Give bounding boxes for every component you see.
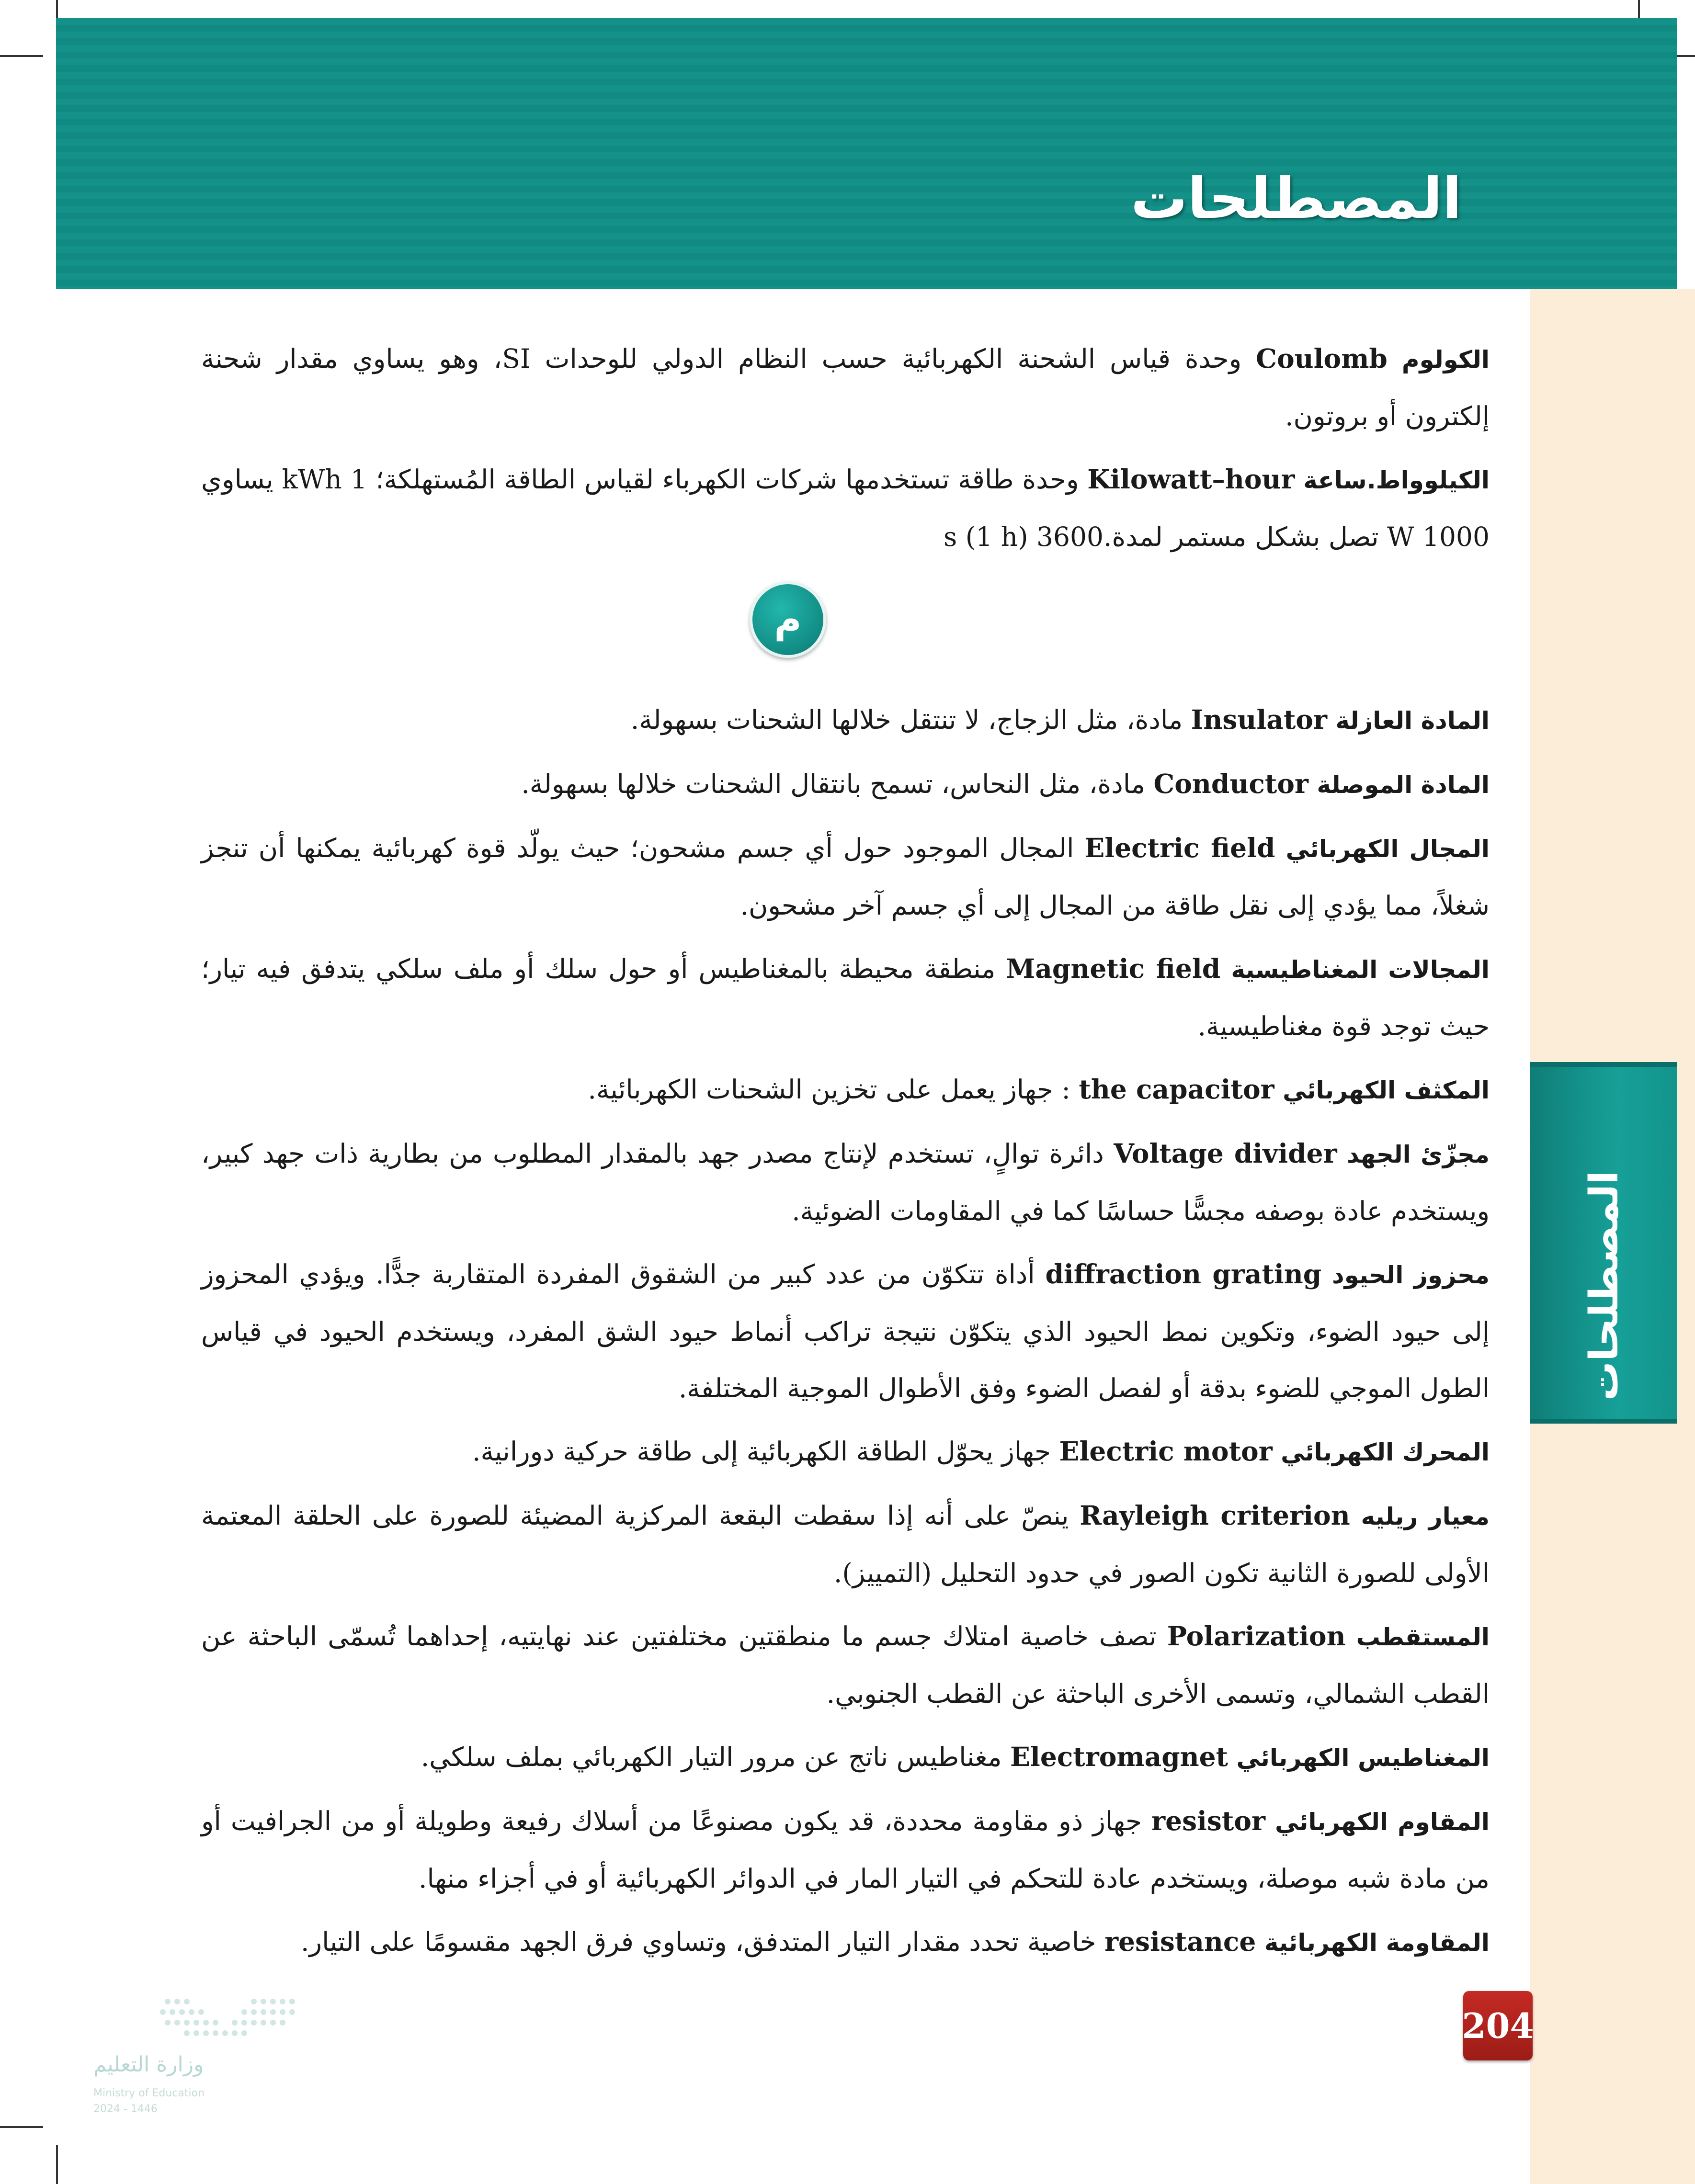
page-title: المصطلحات	[1130, 165, 1462, 231]
glossary-entry	[201, 1125, 1490, 1239]
glossary-term: الكولوم	[1401, 346, 1490, 373]
glossary-term: المحرك الكهربائي	[1281, 1438, 1490, 1466]
glossary-definition: دائرة توالٍ، تستخدم لإنتاج مصدر جهد بالمقدار المطلوب من بطارية ذات جهد كبير، ويستخدم عادة بوصفه مجسًّا حساسًا كما في المقاومات الضوئية.	[201, 1138, 1490, 1226]
glossary-definition: مادة، مثل النحاس، تسمح بانتقال الشحنات خلالها بسهولة.	[521, 769, 1145, 799]
glossary-definition: أداة تتكوّن من عدد كبير من الشقوق المفردة المتقاربة جدًّا. ويؤدي المحزوز إلى حيود الضوء، وتكوين نمط الحيود الذي يتكوّن نتيجة تراكب أنماط حيود الشق المفرد، ويستخدم الحيود في قياس الطول الموجي للضوء بدقة أو لفصل الضوء وفق الأطوال الموجية المختلفة.	[201, 1259, 1490, 1403]
header-band	[56, 18, 1677, 289]
glossary-entry	[201, 1793, 1490, 1907]
glossary-term-english: Electric motor	[1059, 1436, 1273, 1467]
glossary-term: المادة الموصلة	[1317, 771, 1490, 799]
section-letter-wrap	[201, 572, 1490, 691]
glossary-entry	[201, 1729, 1490, 1786]
glossary-term-english: Conductor	[1153, 768, 1308, 799]
glossary-definition: جهاز ذو مقاومة محددة، قد يكون مصنوعًا من أسلاك رفيعة وطويلة أو من الجرافيت أو من مادة شبه موصلة، ويستخدم عادة للتحكم في التيار المار في الدوائر الكهربائية أو في أجزاء منها.	[201, 1806, 1490, 1894]
section-letter-badge: م	[750, 581, 826, 658]
crop-mark	[0, 55, 43, 57]
glossary-term-english: Kilowatt–hour	[1087, 464, 1295, 495]
ministry-logo-english: Ministry of Education	[93, 2087, 205, 2099]
glossary-entry	[201, 1061, 1490, 1119]
glossary-term: مجزّئ الجهد	[1346, 1141, 1490, 1168]
glossary-term-english: Coulomb	[1256, 343, 1388, 374]
glossary-term: محزوز الحيود	[1331, 1261, 1490, 1289]
glossary-term-english: Rayleigh criterion	[1080, 1500, 1350, 1531]
glossary-term: المقاومة الكهربائية	[1264, 1929, 1490, 1957]
glossary-term-english: resistor	[1151, 1805, 1265, 1836]
crop-mark	[56, 2145, 58, 2184]
glossary-term: المجالات المغناطيسية	[1231, 956, 1490, 984]
glossary-entry	[201, 820, 1490, 934]
glossary-term-english: resistance	[1104, 1926, 1256, 1957]
glossary-definition: ينصّ على أنه إذا سقطت البقعة المركزية المضيئة للصورة على الحلقة المعتمة الأولى للصورة الثانية تكون الصور في حدود التحليل (التمييز).	[201, 1500, 1490, 1588]
glossary-entry	[201, 451, 1490, 565]
glossary-term: المكثف الكهربائي	[1283, 1076, 1490, 1104]
glossary-entry	[201, 1423, 1490, 1481]
ministry-logo-year: 2024 - 1446	[93, 2103, 158, 2115]
glossary-term: المستقطب	[1356, 1623, 1490, 1651]
glossary-term: المقاوم الكهربائي	[1275, 1808, 1490, 1836]
glossary-term: المغناطيس الكهربائي	[1236, 1744, 1490, 1772]
page-number: 204	[1463, 1991, 1533, 2060]
glossary-definition: منطقة محيطة بالمغناطيس أو حول سلك أو ملف سلكي يتدفق فيه تيار؛ حيث توجد قوة مغناطيسية.	[201, 953, 1490, 1041]
ministry-logo-sub	[93, 2085, 266, 2117]
ministry-logo-text: وزارة التعليم	[93, 2052, 204, 2077]
glossary-term-english: Insulator	[1191, 704, 1327, 735]
side-tab-label: المصطلحات	[1581, 1171, 1627, 1401]
glossary-entry	[201, 1913, 1490, 1971]
glossary-definition: المجال الموجود حول أي جسم مشحون؛ حيث يولّد قوة كهربائية يمكنها أن تنجز شغلاً، مما يؤدي إلى نقل طاقة من المجال إلى أي جسم آخر مشحون.	[201, 833, 1490, 921]
glossary-entry	[201, 1608, 1490, 1722]
glossary-entry	[201, 940, 1490, 1054]
glossary-term-english: Magnetic field	[1006, 953, 1221, 984]
glossary-definition: مادة، مثل الزجاج، لا تنتقل خلالها الشحنات بسهولة.	[630, 704, 1183, 735]
glossary-definition: تصف خاصية امتلاك جسم ما منطقتين مختلفتين عند نهايتيه، إحداهما تُسمّى الباحثة عن القطب الشمالي، وتسمى الأخرى الباحثة عن القطب الجنوبي.	[201, 1621, 1490, 1709]
glossary-group-k	[201, 330, 1490, 565]
glossary-term-english: Electromagnet	[1010, 1741, 1229, 1772]
glossary-entry	[201, 691, 1490, 749]
glossary-term-english: diffraction grating	[1045, 1258, 1322, 1290]
glossary-term-english: the capacitor	[1079, 1074, 1274, 1105]
glossary-content	[201, 330, 1490, 1978]
glossary-entry	[201, 330, 1490, 444]
glossary-definition: جهاز يحوّل الطاقة الكهربائية إلى طاقة حركية دورانية.	[472, 1436, 1051, 1467]
glossary-entry	[201, 1487, 1490, 1601]
glossary-term-english: Voltage divider	[1114, 1138, 1337, 1169]
glossary-definition: وحدة طاقة تستخدمها شركات الكهرباء لقياس الطاقة المُستهلكة؛ 1 kWh يساوي 1000 W تصل بشكل مستمر لمدة.3600 s (1 h)	[201, 464, 1490, 552]
glossary-definition: وحدة قياس الشحنة الكهربائية حسب النظام الدولي للوحدات SI، وهو يساوي مقدار شحنة إلكترون أو بروتون.	[201, 343, 1490, 431]
glossary-group-m	[201, 691, 1490, 1971]
crop-mark	[0, 2126, 43, 2128]
glossary-entry	[201, 756, 1490, 813]
glossary-term-english: Polarization	[1167, 1620, 1346, 1652]
glossary-definition: : جهاز يعمل على تخزين الشحنات الكهربائية.	[588, 1074, 1070, 1105]
glossary-term-english: Electric field	[1084, 832, 1275, 863]
glossary-entry	[201, 1246, 1490, 1416]
glossary-definition: مغناطيس ناتج عن مرور التيار الكهربائي بملف سلكي.	[421, 1742, 1002, 1772]
glossary-definition: خاصية تحدد مقدار التيار المتدفق، وتساوي فرق الجهد مقسومًا على التيار.	[301, 1926, 1096, 1957]
glossary-term: المجال الكهربائي	[1285, 835, 1490, 863]
glossary-term: الكيلوواط.ساعة	[1303, 466, 1490, 494]
glossary-term: معيار ريليه	[1361, 1503, 1490, 1530]
glossary-term: المادة العازلة	[1335, 707, 1490, 735]
